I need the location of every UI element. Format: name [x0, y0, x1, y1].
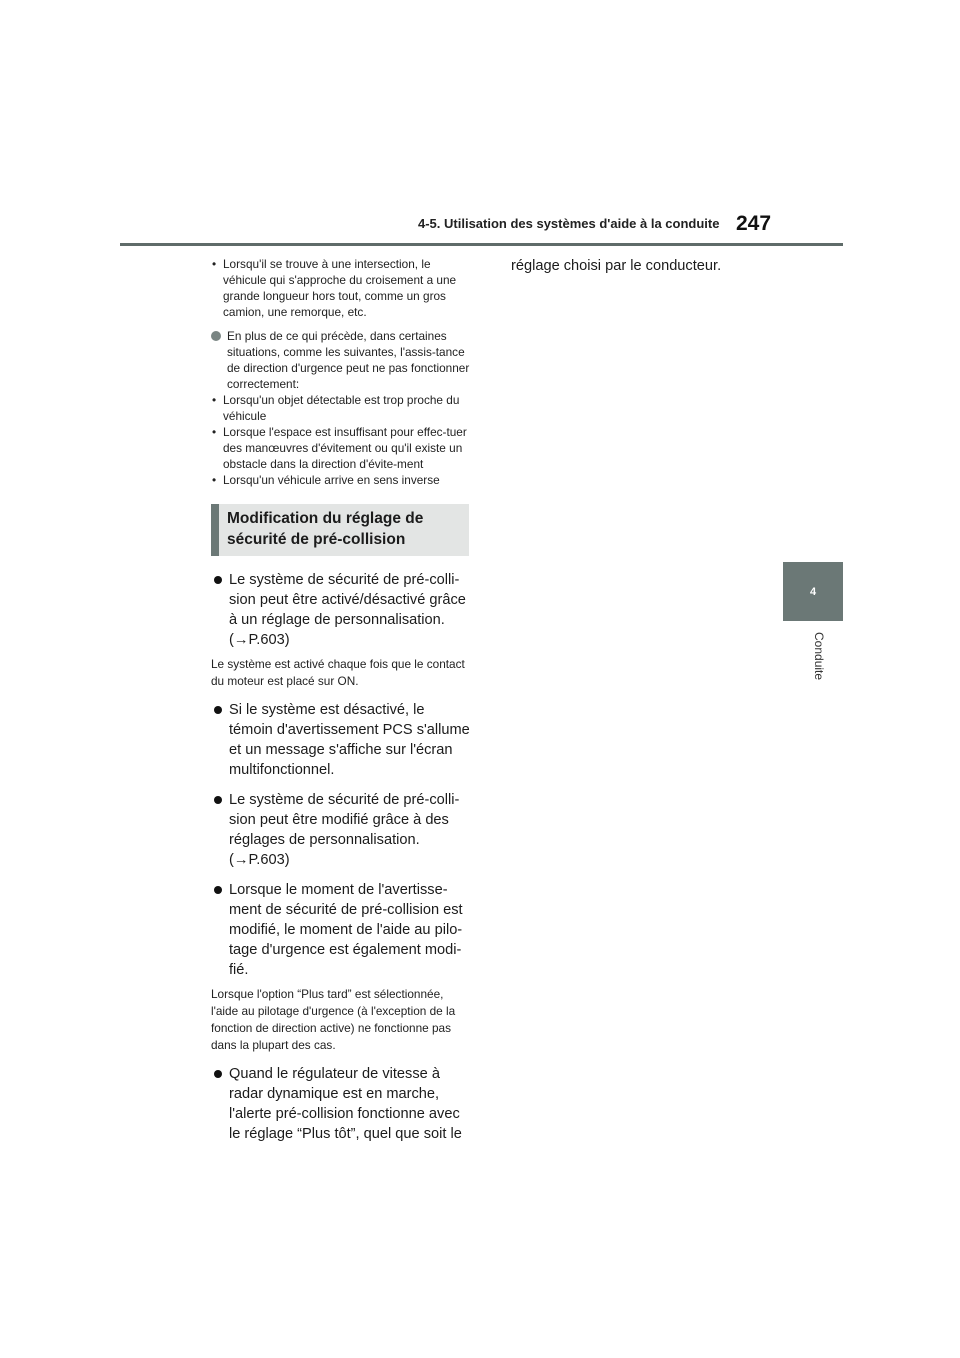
- right-column: [511, 256, 811, 276]
- note-text: Lorsque l'option “Plus tard” est sélectionnée, l'aide au pilotage d'urgence (à l'exception de la fonction de direction active) ne fonctionne pas dans la plupart des cas.: [211, 987, 456, 1052]
- bullet-icon: [214, 886, 222, 894]
- continuation-text: réglage choisi par le conducteur.: [511, 258, 722, 274]
- info-text: En plus de ce qui précède, dans certaines situations, comme les suivantes, l'assis-tance de direction d'urgence peut ne pas fonctionner correctement:: [227, 329, 470, 391]
- section-title: 4-5. Utilisation des systèmes d'aide à la conduite: [418, 216, 720, 231]
- bullet-icon: [214, 576, 222, 584]
- list-item: • Lorsqu'un objet détectable est trop proche du véhicule: [212, 393, 460, 423]
- list-item: Le système de sécurité de pré-colli-sion peut être activé/désactivé grâce à un réglage de personnalisation. (→P.603): [211, 570, 471, 650]
- page-number: 247: [736, 212, 772, 235]
- bullet-dot: •: [212, 473, 217, 487]
- bullet-dot: •: [212, 425, 217, 439]
- chapter-number: 4: [809, 585, 817, 598]
- list-item: Quand le régulateur de vitesse à radar dynamique est en marche, l'alerte pré-collision fonctionne avec le réglage “Plus tôt”, quel que soit le: [211, 1064, 471, 1144]
- list-item: • Lorsque l'espace est insuffisant pour effec-tuer des manœuvres d'évitement ou qu'il existe un obstacle dans la direction d'évite-ment: [212, 425, 467, 471]
- list-item: Lorsque le moment de l'avertisse-ment de sécurité de pré-collision est modifié, le moment de l'aide au pilo-tage d'urgence est également modi-fié.: [211, 880, 471, 980]
- bullet-dot: •: [212, 393, 217, 407]
- list-item: Si le système est désactivé, le témoin d'avertissement PCS s'allume et un message s'affiche sur l'écran multifonctionnel.: [211, 700, 471, 780]
- left-column: [211, 256, 471, 1144]
- chapter-tab: [783, 562, 843, 621]
- info-item: [211, 328, 471, 488]
- bullet-dot: •: [212, 257, 217, 271]
- list-item: • Lorsqu'il se trouve à une intersection, le véhicule qui s'approche du croisement a une grande longueur hors tout, comme un gros camion, une remorque, etc.: [212, 257, 457, 319]
- bullet-icon: [214, 796, 222, 804]
- header-divider: [120, 243, 843, 246]
- bullet-icon: [214, 1070, 222, 1078]
- list-item: Le système de sécurité de pré-colli-sion peut être modifié grâce à des réglages de personnalisation. (→P.603): [211, 790, 471, 870]
- circle-bullet-icon: [211, 331, 221, 341]
- section-heading: Modification du réglage de sécurité de pré-collision: [211, 504, 469, 556]
- list-item: • Lorsqu'un véhicule arrive en sens inverse: [212, 473, 440, 487]
- note-text: Le système est activé chaque fois que le contact du moteur est placé sur ON.: [211, 657, 465, 688]
- chapter-label: Conduite: [812, 632, 826, 681]
- bullet-icon: [214, 706, 222, 714]
